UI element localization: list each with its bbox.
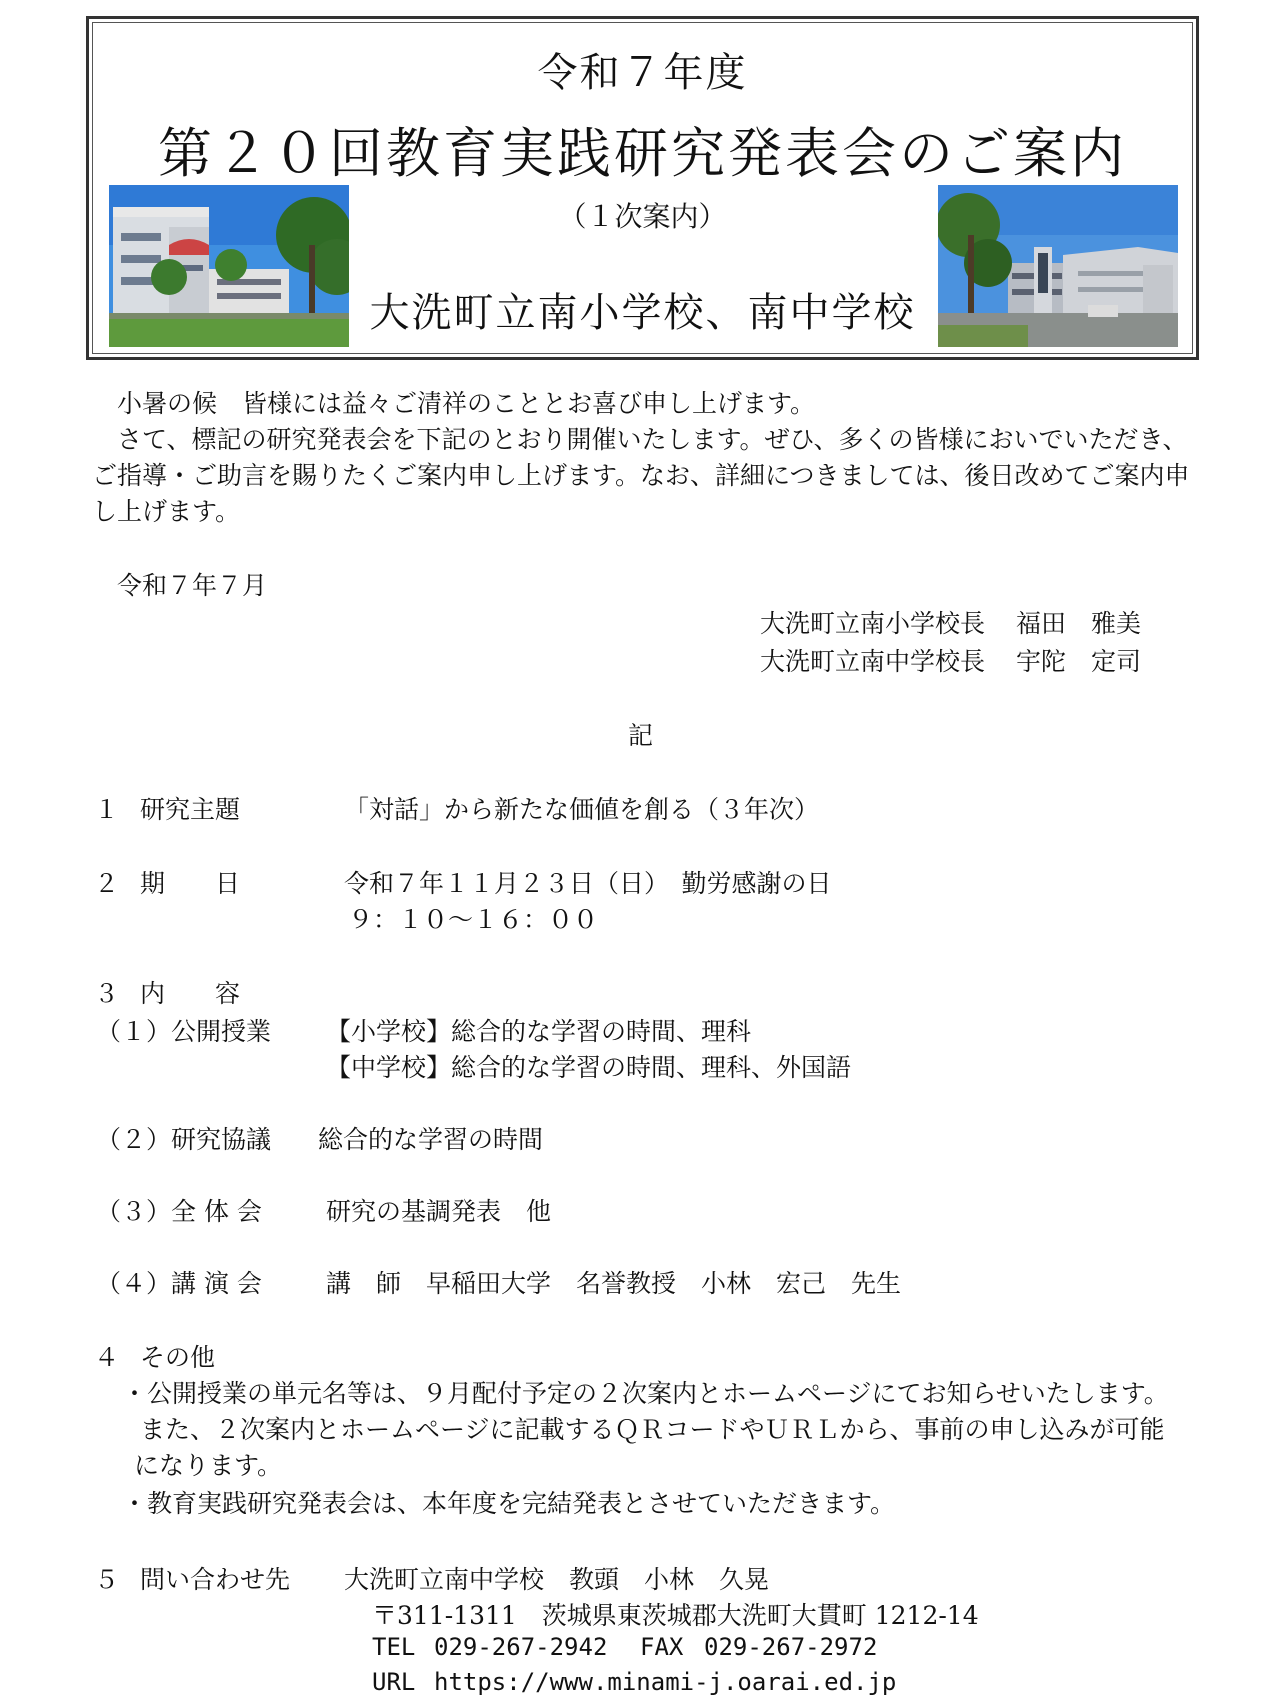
greeting-line-4: し上げます。 <box>92 497 241 526</box>
item-3-label: 内 容 <box>140 979 241 1008</box>
greeting-line-1: 小暑の候 皆様には益々ご清祥のこととお喜び申し上げます。 <box>117 389 816 418</box>
other-bullet-2: ・教育実践研究発表会は、本年度を完結発表とさせていただきます。 <box>122 1489 896 1518</box>
sender-2-title: 大洗町立南中学校長 <box>760 647 986 676</box>
issue-date: 令和７年７月 <box>117 571 268 600</box>
item-4-number: ４ <box>94 1343 120 1372</box>
other-bullet-1c: になります。 <box>134 1451 283 1480</box>
open-lesson-elementary: 【小学校】総合的な学習の時間、理科 <box>326 1017 752 1046</box>
event-date: 令和７年１１月２３日（日） 勤労感謝の日 <box>344 869 832 898</box>
contact-name: 大洗町立南中学校 教頭 小林 久晃 <box>344 1565 770 1594</box>
header-school: 大洗町立南小学校、南中学校 <box>369 290 916 336</box>
research-theme: 「対話」から新たな価値を創る（３年次） <box>344 795 820 824</box>
school-url-link[interactable]: https://www.minami-j.oarai.ed.jp <box>434 1668 897 1696</box>
research-discussion-value: 総合的な学習の時間 <box>318 1125 544 1154</box>
ki-heading: 記 <box>628 721 654 750</box>
header-year: 令和７年度 <box>537 50 748 96</box>
item-5-label: 問い合わせ先 <box>140 1565 291 1594</box>
lecture-label: （４）講 演 会 <box>96 1269 262 1298</box>
page-title: 第２０回教育実践研究発表会のご案内 <box>158 122 1127 185</box>
item-2-number: ２ <box>94 869 120 898</box>
item-4-label: その他 <box>140 1343 216 1372</box>
contact-address: 〒311-1311 茨城県東茨城郡大洗町大貫町 1212-14 <box>372 1601 979 1630</box>
open-lesson-label: （１）公開授業 <box>96 1017 272 1046</box>
greeting-line-2: さて、標記の研究発表会を下記のとおり開催いたします。ぜひ、多くの皆様においでいただき、 <box>117 425 1188 454</box>
header-subtitle: （１次案内） <box>558 200 727 233</box>
sender-2-name: 宇陀 定司 <box>1016 647 1142 676</box>
plenary-label: （３）全 体 会 <box>96 1197 262 1226</box>
other-bullet-1b: また、２次案内とホームページに記載するＱＲコードやＵＲＬから、事前の申し込みが可能 <box>140 1415 1165 1444</box>
other-bullet-1a: ・公開授業の単元名等は、９月配付予定の２次案内とホームページにてお知らせいたします。 <box>122 1379 1169 1408</box>
item-1-label: 研究主題 <box>140 795 241 824</box>
item-5-number: ５ <box>94 1565 120 1594</box>
fax-number: 029-267-2972 <box>704 1633 878 1661</box>
fax-label: FAX <box>640 1633 684 1661</box>
lecture-value: 講 師 早稲田大学 名誉教授 小林 宏己 先生 <box>326 1269 902 1298</box>
header-box <box>86 16 1199 360</box>
junior-high-school-photo <box>938 185 1178 347</box>
sender-1-title: 大洗町立南小学校長 <box>760 609 986 638</box>
research-discussion-label: （２）研究協議 <box>96 1125 272 1154</box>
tel-number: 029-267-2942 <box>434 1633 608 1661</box>
plenary-value: 研究の基調発表 他 <box>326 1197 552 1226</box>
open-lesson-junior-high: 【中学校】総合的な学習の時間、理科、外国語 <box>326 1053 852 1082</box>
event-time: ９：１０～１６：００ <box>348 905 599 934</box>
item-3-number: ３ <box>94 979 120 1008</box>
sender-1-name: 福田 雅美 <box>1016 609 1142 638</box>
item-2-label: 期 日 <box>140 869 241 898</box>
item-1-number: １ <box>94 795 120 824</box>
tel-label: TEL <box>372 1633 416 1661</box>
elementary-school-photo <box>109 185 349 347</box>
greeting-line-3: ご指導・ご助言を賜りたくご案内申し上げます。なお、詳細につきましては、後日改めてご案内申 <box>92 461 1190 490</box>
url-label: URL <box>372 1668 416 1696</box>
